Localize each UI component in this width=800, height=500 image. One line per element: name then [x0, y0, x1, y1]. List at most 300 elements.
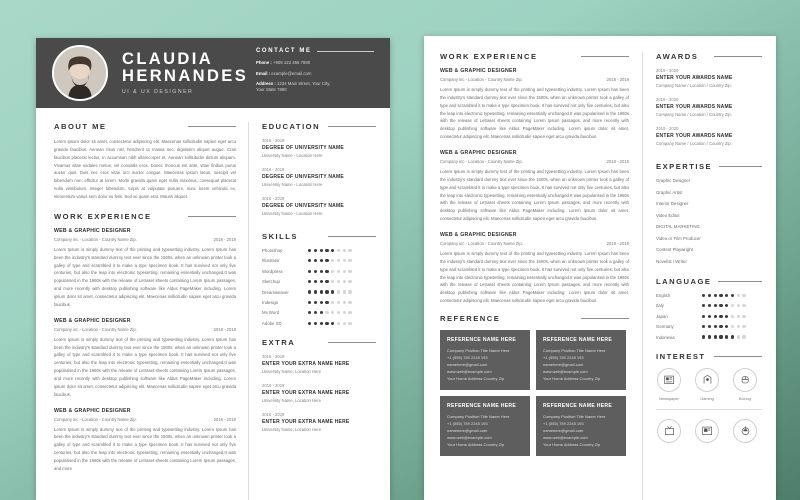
work-description: Lorem Ipsum is simply dummy text of the printing and typesetting industry. Lorem Ipsum has been the industry's standard dummy text ever since the 1500s, when an unknown printer took a galley of type and scrambled it to make a type specimen book. It has survived not only five centuries, but also the leap into electronic typesetting, remaining essentially unchanged.It was popularised in the 1960s with the release of Letraset sheets containing Lorem Ipsum passages, and more recently with desktop publishing software like Aldus PageMaker including. Lorem ipsum dolor sit amet, consectetur adipiscing elit. Maecenas sollicitudin sapien eget arcu gravida faucibus. [54, 246, 236, 307]
rating-dot [714, 315, 717, 318]
work-description: Lorem Ipsum is simply dummy text of the printing and typesetting industry. Lorem Ipsum has been the industry's standard dummy text ever since the 1500s, when an unknown printer took a galley of type and scrambled it to make a type specimen book. It has survived not only five centuries, but also the leap into electronic typesetting, remaining essentially unchanged.It was popularised in the 1960s with the release of Letraset sheets containing Lorem Ipsum passages, and more recently with desktop publishing software like Aldus PageMaker including. Lorem ipsum dolor sit amet, consectetur adipiscing elit. Maecenas sollicitudin sapien eget arcu gravida faucibus. [54, 336, 236, 397]
work-description: Lorem Ipsum is simply dummy text of the printing and typesetting industry. Lorem Ipsum has been the industry's standard dummy text ever since the 1500s, when an unknown printer took a galley of type and scrambled it to make a type specimen book. It has survived not only five centuries, but also the leap into electronic typesetting, remaining essentially unchanged.It was popularised in the 1960s with the release of Letraset sheets containing Lorem Ipsum passages, and more recently with desktop publishing software like Aldus PageMaker including. Lorem ipsum dolor sit amet, consectetur adipiscing elit. Maecenas sollicitudin sapien eget arcu gravida faucibus. [440, 87, 629, 140]
interest-row-one [656, 368, 762, 401]
skill-rating [308, 311, 352, 314]
rating-dot [725, 315, 728, 318]
rating-dot [337, 280, 340, 283]
heading-rule [581, 318, 629, 319]
rating-dot [325, 249, 328, 252]
skill-label: Illustrator [262, 258, 280, 264]
work2-list [440, 68, 629, 305]
email-label: Email : [256, 70, 271, 76]
rating-dot [320, 280, 323, 283]
rating-dot [708, 294, 711, 297]
reference-web: www.web@example.com [447, 435, 492, 441]
reference-name: REFERENCE NAME HERE [543, 403, 613, 410]
rating-dot [702, 294, 705, 297]
reference-card [536, 396, 626, 456]
page-one-body [36, 108, 390, 500]
rating-dot [337, 301, 340, 304]
heading-rule [581, 56, 629, 57]
rating-dot [343, 270, 346, 273]
rating-dot [308, 322, 311, 325]
reference-phone: +1 (555) 789 2245 193 [447, 421, 488, 427]
page-two-body [424, 36, 776, 500]
work-role: WEB & GRAPHIC DESIGNER [440, 232, 517, 239]
rating-dot [331, 301, 334, 304]
language-item [656, 293, 762, 298]
interest-label: Boxing [739, 395, 751, 401]
language-heading-text: LANGUAGE [656, 277, 712, 286]
rating-dot [348, 270, 351, 273]
reference-email: namehere@gmail.com [447, 362, 488, 368]
education-subtitle: University Name - Location Here [262, 182, 323, 187]
education-subtitle: University Name - Location Here [262, 211, 323, 216]
contact-address [256, 81, 374, 94]
rating-dot [719, 294, 722, 297]
rating-dot [714, 294, 717, 297]
rating-dot [320, 322, 323, 325]
work-meta [440, 159, 629, 164]
education-years: 2016 - 2019 [262, 196, 285, 201]
rating-dot [325, 322, 328, 325]
heading-rule [188, 126, 236, 127]
language-item [656, 335, 762, 340]
skill-label: Sketchup [262, 279, 280, 285]
work-description: Lorem Ipsum is simply dummy text of the printing and typesetting industry. Lorem Ipsum has been the industry's standard dummy text ever since the 1500s, when an unknown printer took a galley of type and scrambled it to make a type specimen book. It has survived not only five centuries, but also the leap into electronic typesetting, remaining essentially unchanged.It was popularised in the 1960s with the release of Letraset sheets containing Lorem Ipsum passages, and more [54, 426, 236, 471]
rating-dot [731, 294, 734, 297]
rating-dot [742, 294, 745, 297]
education-item [262, 138, 376, 158]
work-meta [54, 237, 236, 242]
rating-dot [325, 280, 328, 283]
award-item [656, 97, 762, 117]
work-company: Company inc - Location - Country Name Zip. [440, 241, 523, 247]
work2-heading [440, 52, 629, 61]
award-years: 2019 - 2020 [656, 126, 679, 131]
skill-label: Indesign [262, 299, 279, 305]
award-subtitle: Company Name / Location / Country Zip. [656, 141, 732, 146]
extra-title: ENTER YOUR EXTRA NAME HERE [262, 390, 350, 397]
skills-heading-text: SKILLS [262, 232, 299, 241]
reference-phone: +1 (555) 789 2245 193 [543, 355, 584, 361]
rating-dot [337, 290, 340, 293]
work-years: 2018 - 2019 [606, 159, 629, 165]
page-one-main-column [36, 122, 248, 500]
rating-dot [708, 315, 711, 318]
skill-item [262, 310, 376, 315]
rating-dot [331, 280, 334, 283]
contact-phone [256, 60, 374, 67]
skill-label: Photoshop [262, 248, 283, 253]
rating-dot [337, 259, 340, 262]
avatar [52, 45, 108, 101]
interest-item [694, 368, 720, 401]
language-label: Indonesia [656, 334, 675, 340]
rating-dot [325, 301, 328, 304]
reference-web: www.web@example.com [543, 369, 588, 375]
rating-dot [714, 304, 717, 307]
reference-email: namehere@gmail.com [543, 428, 584, 434]
heading-rule [328, 126, 376, 127]
interest-item [694, 419, 720, 447]
reference-heading [440, 314, 629, 323]
rating-dot [348, 311, 351, 314]
reference-position: Company Position Title Name Here [447, 414, 510, 420]
heading-rule [718, 281, 762, 282]
skill-item [262, 258, 376, 263]
rating-dot [314, 280, 317, 283]
language-label: Italy [656, 303, 664, 309]
education-item [262, 167, 376, 187]
extra-years: 2016 - 2019 [262, 383, 285, 389]
rating-dot [742, 325, 745, 328]
rating-dot [343, 290, 346, 293]
rating-dot [725, 335, 728, 338]
rating-dot [337, 322, 340, 325]
about-heading [54, 122, 236, 131]
work-company: Company inc - Location - Country Name Zip. [54, 416, 137, 422]
reference-grid [440, 330, 629, 456]
work-item [54, 408, 236, 473]
last-name: HERNANDES [122, 67, 249, 85]
rating-dot [708, 335, 711, 338]
rating-dot [343, 311, 346, 314]
rating-dot [343, 249, 346, 252]
interest-item [732, 419, 758, 447]
extra-subtitle: University Name, Location Here [262, 369, 322, 375]
education-title: DEGREE OF UNIVERSITY NAME [262, 174, 344, 180]
rating-dot [719, 304, 722, 307]
language-item [656, 324, 762, 329]
awards-heading-text: AWARDS [656, 52, 699, 61]
about-heading-text: ABOUT ME [54, 122, 107, 131]
language-item [656, 303, 762, 308]
work-description: Lorem Ipsum is simply dummy text of the printing and typesetting industry. Lorem Ipsum has been the industry's standard dummy text ever since the 1500s, when an unknown printer took a galley of type and scrambled it to make a type specimen book. It has survived not only five centuries, but also the leap into electronic typesetting, remaining essentially unchanged.It was popularised in the 1960s with the release of Letraset sheets containing Lorem Ipsum passages, and more recently with desktop publishing software like Aldus PageMaker including. Lorem ipsum dolor sit amet, consectetur adipiscing elit. Maecenas sollicitudin sapien eget arcu gravida faucibus. [440, 169, 629, 222]
award-title: ENTER YOUR AWARDS NAME [656, 104, 733, 110]
phone-label: Phone : [256, 60, 272, 66]
award-years: 2019 - 2020 [656, 68, 679, 73]
skill-item [262, 248, 376, 253]
email-value: example@email.com [271, 70, 312, 76]
rating-dot [702, 335, 705, 338]
award-item [656, 68, 762, 88]
reference-web: www.web@example.com [447, 369, 492, 375]
award-years: 2019 - 2020 [656, 97, 679, 102]
rating-dot [348, 322, 351, 325]
skill-rating [308, 249, 352, 252]
rating-dot [702, 325, 705, 328]
interest-divider [656, 409, 762, 410]
award-subtitle: Company Name / Location / Country Zip. [656, 112, 732, 117]
rating-dot [343, 301, 346, 304]
heading-rule [317, 51, 374, 52]
work-meta [440, 77, 629, 82]
work-meta [54, 417, 236, 422]
interest-item [656, 368, 682, 401]
rating-dot [331, 249, 334, 252]
reference-position: Company Position Title Name Here [447, 348, 510, 354]
rating-dot [731, 325, 734, 328]
work2-heading-text: WORK EXPERIENCE [440, 52, 538, 61]
expertise-item: Novelist / Writer [656, 258, 687, 264]
rating-dot [331, 311, 334, 314]
rating-dot [731, 304, 734, 307]
education-list [262, 138, 376, 216]
award-subtitle: Company Name / Location / Country Zip. [656, 83, 732, 88]
education-title: DEGREE OF UNIVERSITY NAME [262, 203, 344, 209]
interest-heading [656, 352, 762, 361]
education-title: DEGREE OF UNIVERSITY NAME [262, 145, 344, 151]
reference-card [440, 330, 530, 390]
extra-title: ENTER YOUR EXTRA NAME HERE [262, 419, 350, 426]
award-title: ENTER YOUR AWARDS NAME [656, 133, 733, 139]
award-title: ENTER YOUR AWARDS NAME [656, 75, 733, 81]
rating-dot [719, 335, 722, 338]
reference-phone: +1 (555) 789 2245 193 [543, 421, 584, 427]
work-item [440, 150, 629, 223]
rating-dot [719, 325, 722, 328]
tv-icon [657, 419, 681, 443]
rating-dot [737, 335, 740, 338]
extra-list [262, 354, 376, 432]
language-list [656, 293, 762, 340]
skill-rating [308, 322, 352, 325]
rating-dot [731, 315, 734, 318]
rating-dot [308, 290, 311, 293]
skill-label: Dreamweaver [262, 289, 289, 295]
heading-rule [714, 356, 762, 357]
rating-dot [702, 304, 705, 307]
work-years: 2018 - 2019 [606, 241, 629, 247]
skill-rating [308, 290, 352, 293]
contact-heading [256, 48, 374, 54]
rating-dot [325, 290, 328, 293]
heading-rule [714, 56, 762, 57]
rating-dot [742, 315, 745, 318]
reference-address: Your Home Address Country Zip [447, 442, 505, 448]
reference-position: Company Position Title Name Here [543, 414, 606, 420]
rating-dot [719, 315, 722, 318]
page-two-main-column [424, 52, 642, 500]
education-item [262, 196, 376, 216]
expertise-item: Graphic Artist [656, 189, 683, 195]
interest-label: Gaming [700, 395, 714, 401]
music-icon [733, 419, 757, 443]
work-years: 2018 - 2019 [213, 236, 236, 242]
awards-heading [656, 52, 762, 61]
rating-dot [314, 270, 317, 273]
rating-dot [314, 301, 317, 304]
work-heading [54, 212, 236, 221]
work-item [440, 232, 629, 305]
skill-item [262, 290, 376, 295]
reference-address: Your Home Address Country Zip [447, 376, 505, 382]
extra-item [262, 354, 376, 374]
interest-heading-text: INTEREST [656, 351, 706, 361]
extra-years: 2016 - 2019 [262, 354, 285, 360]
expertise-item: Interior Designer [656, 201, 689, 206]
reference-address: Your Home Address Country Zip [543, 442, 601, 448]
work-list [54, 228, 236, 473]
rating-dot [348, 259, 351, 262]
reference-heading-text: REFERENCE [440, 314, 501, 324]
skill-item [262, 269, 376, 274]
work-company: Company inc - Location - Country Name Zip. [440, 77, 523, 82]
rating-dot [737, 325, 740, 328]
language-heading [656, 277, 762, 286]
language-item [656, 314, 762, 319]
contact-email [256, 71, 374, 78]
work-years: 2018 - 2019 [606, 77, 629, 82]
rating-dot [308, 311, 311, 314]
resume-page-one [36, 38, 390, 500]
rating-dot [325, 311, 328, 314]
work-meta [440, 241, 629, 246]
rating-dot [337, 249, 340, 252]
extra-item [262, 383, 376, 403]
reference-web: www.web@example.com [543, 435, 588, 441]
work-meta [54, 327, 236, 332]
skill-label: Adobe XD [262, 320, 282, 326]
portrait-photo [54, 47, 106, 99]
rating-dot [308, 259, 311, 262]
address-value: 1234 Main Street, Your City, [277, 80, 331, 86]
rating-dot [308, 280, 311, 283]
work-item [54, 228, 236, 309]
rating-dot [708, 304, 711, 307]
heading-rule [719, 166, 762, 167]
work-item [440, 68, 629, 141]
expertise-list [656, 178, 762, 264]
reference-name: REFERENCE NAME HERE [447, 403, 517, 410]
reference-position: Company Position Title Name Here [543, 348, 606, 354]
language-rating [702, 315, 746, 318]
skill-item [262, 279, 376, 284]
rating-dot [320, 270, 323, 273]
rating-dot [331, 270, 334, 273]
interest-label: Newspaper [659, 395, 679, 401]
rating-dot [737, 304, 740, 307]
reference-card [440, 396, 530, 456]
heading-rule [328, 236, 376, 237]
rating-dot [320, 301, 323, 304]
rating-dot [314, 322, 317, 325]
education-heading [262, 122, 376, 131]
language-rating [702, 304, 746, 307]
rating-dot [348, 249, 351, 252]
work-years: 2018 - 2019 [213, 416, 236, 422]
rating-dot [737, 315, 740, 318]
work-heading-text: WORK EXPERIENCE [54, 211, 152, 221]
interest-item [732, 368, 758, 401]
work-company: Company inc - Location - Country Name Zip. [54, 326, 137, 332]
expertise-heading-text: EXPERTISE [656, 162, 713, 171]
expertise-item: Video Editor [656, 212, 680, 218]
rating-dot [325, 270, 328, 273]
reference-email: namehere@gmail.com [447, 428, 488, 434]
language-label: Japan [656, 313, 668, 319]
rating-dot [731, 335, 734, 338]
rating-dot [320, 249, 323, 252]
job-title: UI & UX DESIGNER [122, 88, 194, 95]
language-rating [702, 335, 746, 338]
rating-dot [343, 259, 346, 262]
skill-rating [308, 280, 352, 283]
work-company: Company inc - Location - Country Name Zip. [440, 159, 523, 165]
newspaper-icon [657, 368, 681, 392]
rating-dot [725, 294, 728, 297]
education-subtitle: University Name - Location Here [262, 153, 323, 158]
contact-heading-text: CONTACT ME [256, 48, 312, 55]
rating-dot [308, 249, 311, 252]
extra-title: ENTER YOUR EXTRA NAME HERE [262, 361, 350, 368]
work-role: WEB & GRAPHIC DESIGNER [54, 227, 131, 234]
heading-rule [328, 342, 376, 343]
extra-item [262, 412, 376, 432]
skill-item [262, 321, 376, 326]
expertise-heading [656, 162, 762, 171]
rating-dot [714, 325, 717, 328]
heading-rule [188, 216, 236, 217]
extra-subtitle: University Name, Location Here [262, 398, 322, 404]
rating-dot [348, 290, 351, 293]
work-role: WEB & GRAPHIC DESIGNER [54, 407, 131, 414]
address-value-2: Your State 7890 [256, 87, 287, 93]
rating-dot [343, 322, 346, 325]
rating-dot [742, 304, 745, 307]
rating-dot [737, 294, 740, 297]
language-label: English [656, 293, 671, 298]
about-text: Lorem ipsum dolor sit amet, consectetur adipiscing elit. Maecenas sollicitudin sapien eget arcu gravida faucibus. Aenean risus nisl, hendrerit ut massa nec, dignissim aliquet augue. Cras faucibus placerat lectus, in accumsan nibh ullamcorper et. Aenean sollicitudin dictum aliquam. Vivamus vitae sodales metus, vel convallis eros. Donec rhoncus est ante, vitae finibus purus auctor quis. Duis nec eros vitae orci auctor congue. Maecenas ipsum lacus, suscipit vel bibendum non, efficitur at lorem. Morbi gravida quam eget nulla maximus, consequat placerat nulla vestibulum. Integer bibendum, turpis at vulputate posuere, nunc lorem vehicula ex, elementum varius sem dolor eu felis. Sed ac quam erat. Mauris aliquet. [54, 139, 236, 200]
rating-dot [314, 259, 317, 262]
reference-phone: +1 (555) 789 2245 193 [447, 355, 488, 361]
rating-dot [708, 325, 711, 328]
rating-dot [331, 290, 334, 293]
rating-dot [714, 335, 717, 338]
skill-item [262, 300, 376, 305]
rating-dot [702, 315, 705, 318]
boxing-icon [733, 368, 757, 392]
awards-list [656, 68, 762, 146]
work-role: WEB & GRAPHIC DESIGNER [440, 150, 517, 157]
rating-dot [348, 280, 351, 283]
gaming-icon [695, 368, 719, 392]
expertise-item: Content Playwright [656, 247, 693, 252]
skills-list [262, 248, 376, 326]
language-rating [702, 294, 746, 297]
resume-page-two [424, 36, 776, 500]
phone-value: +909 123 456 7890 [272, 60, 311, 66]
expertise-item: Video or Film Producer [656, 235, 701, 241]
work-role: WEB & GRAPHIC DESIGNER [440, 68, 517, 74]
reference-name: REFERENCE NAME HERE [447, 337, 517, 344]
expertise-item: Graphic Designer [656, 178, 691, 183]
rating-dot [348, 301, 351, 304]
rating-dot [725, 304, 728, 307]
page-two-side-column [642, 52, 776, 500]
work-description: Lorem Ipsum is simply dummy text of the printing and typesetting industry. Lorem Ipsum has been the industry's standard dummy text ever since the 1500s, when an unknown printer took a galley of type and scrambled it to make a type specimen book. It has survived not only five centuries, but also the leap into electronic typesetting, remaining essentially unchanged.It was popularised in the 1960s with the release of Letraset sheets containing Lorem Ipsum passages, and more recently with desktop publishing software like Aldus PageMaker including. Lorem ipsum dolor sit amet, consectetur adipiscing elit. Maecenas sollicitudin sapien eget arcu gravida faucibus. [440, 251, 629, 304]
name-block [122, 51, 256, 95]
extra-subtitle: University Name, Location Here [262, 427, 322, 433]
rating-dot [314, 249, 317, 252]
rating-dot [331, 322, 334, 325]
skill-label: Wordpress [262, 268, 283, 274]
resume-header [36, 38, 390, 108]
education-years: 2016 - 2019 [262, 138, 285, 143]
rating-dot [320, 259, 323, 262]
rating-dot [320, 311, 323, 314]
